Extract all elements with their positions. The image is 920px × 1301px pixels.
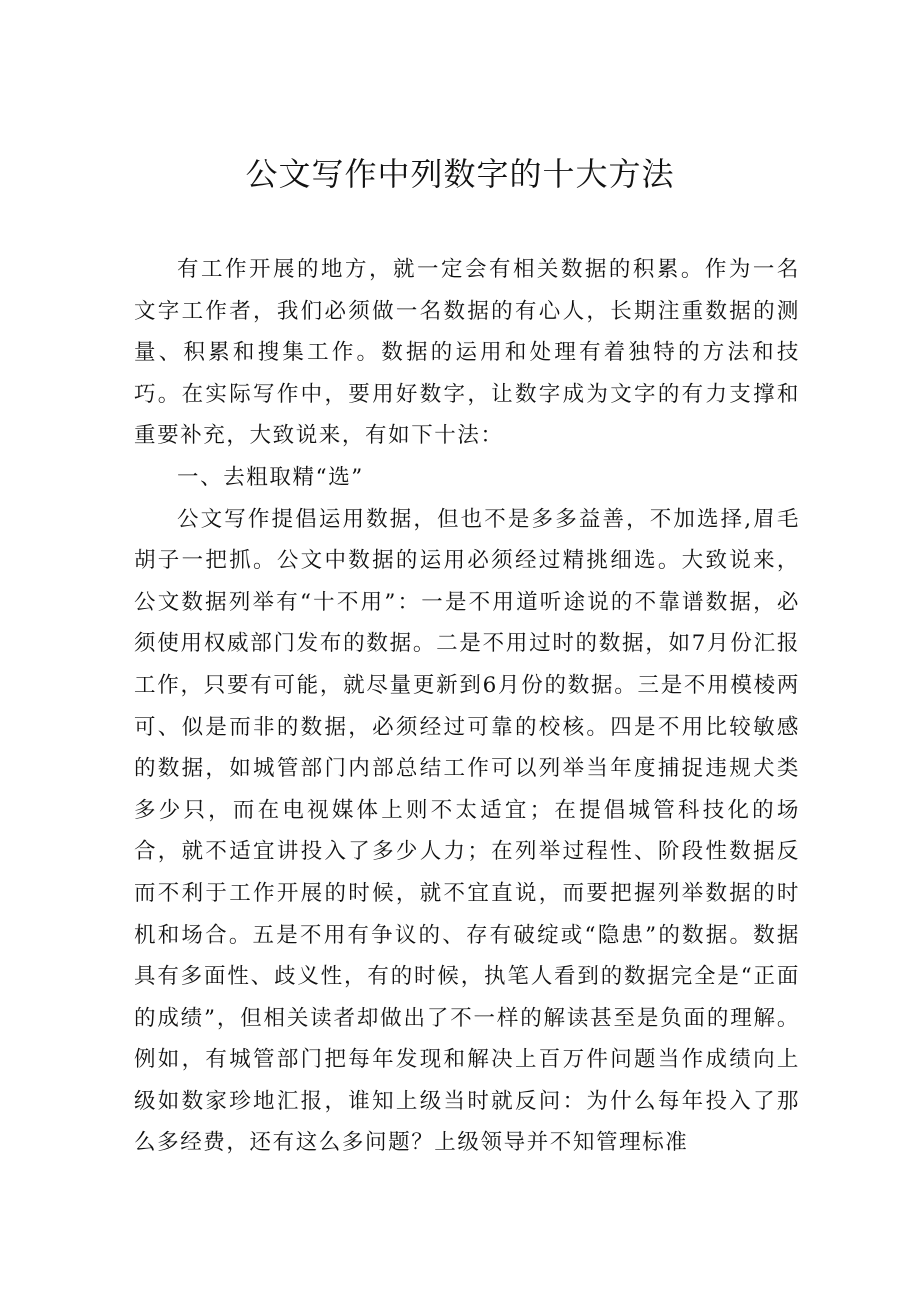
- document-title: 公文写作中列数字的十大方法: [245, 155, 675, 193]
- document-body: [134, 249, 800, 1164]
- section-heading: 一、去粗取精“选”: [177, 464, 364, 490]
- section-paragraph: 公文写作提倡运用数据，但也不是多多益善，不加选择,眉毛胡子一把抓。公文中数据的运用必须经过精挑细选。大致说来，公文数据列举有“十不用”：一是不用道听途说的不靠谱数据，必须使用权威部门发布的数据。二是不用过时的数据，如7月份汇报工作，只要有可能，就尽量更新到6月份的数据。三是不用模棱两可、似是而非的数据，必须经过可靠的校核。四是不用比较敏感的数据，如城管部门内部总结工作可以列举当年度捕捉违规犬类多少只，而在电视媒体上则不太适宜；在提倡城管科技化的场合，就不适宜讲投入了多少人力；在列举过程性、阶段性数据反而不利于工作开展的时候，就不宜直说，而要把握列举数据的时机和场合。五是不用有争议的、存有破绽或“隐患”的数据。数据具有多面性、歧义性，有的时候，执笔人看到的数据完全是“正面的成绩”，但相关读者却做出了不一样的解读甚至是负面的理解。例如，有城管部门把每年发现和解决上百万件问题当作成绩向上级如数家珍地汇报，谁知上级当时就反问：为什么每年投入了那么多经费，还有这么多问题？上级领导并不知管理标准: [134, 506, 800, 1156]
- intro-paragraph: 有工作开展的地方，就一定会有相关数据的积累。作为一名文字工作者，我们必须做一名数据的有心人，长期注重数据的测量、积累和搜集工作。数据的运用和处理有着独特的方法和技巧。在实际写作中，要用好数字，让数字成为文字的有力支撑和重要补充，大致说来，有如下十法：: [134, 257, 800, 449]
